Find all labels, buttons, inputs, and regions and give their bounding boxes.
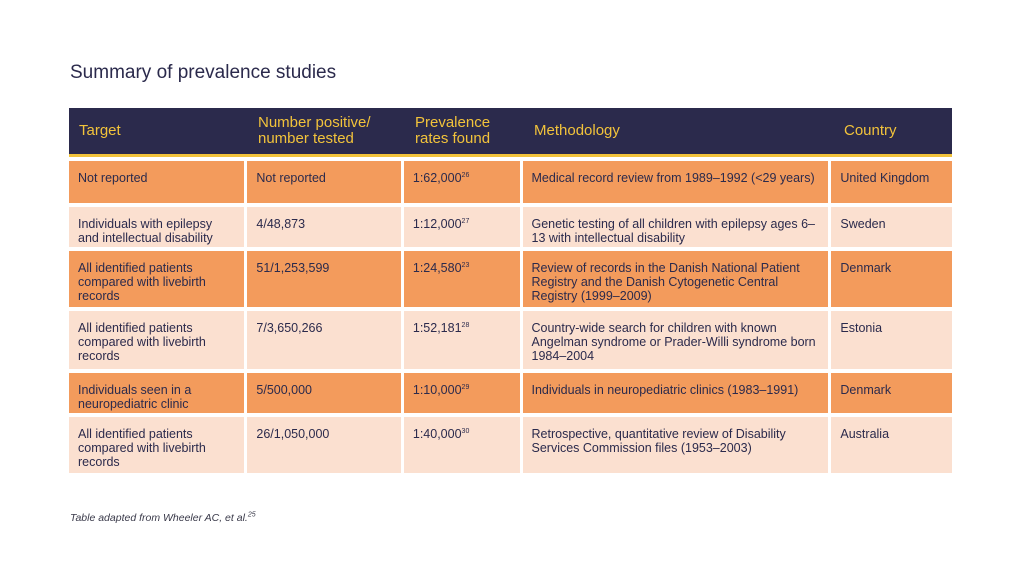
cell-number: 4/48,873: [247, 207, 400, 247]
cell-number: 26/1,050,000: [247, 417, 400, 473]
cell-target: All identified patients compared with livebirth records: [69, 311, 244, 369]
rate-value: 1:24,580: [412, 261, 462, 275]
cell-number: Not reported: [247, 161, 400, 203]
cell-country: United Kingdom: [831, 161, 952, 203]
cell-target: All identified patients compared with livebirth records: [69, 417, 244, 473]
cell-target: Not reported: [69, 161, 244, 203]
prevalence-table: [69, 108, 952, 473]
table-header: [69, 108, 952, 157]
header-number: [248, 108, 405, 154]
cell-country: Australia: [831, 417, 952, 473]
cell-rate: [404, 373, 520, 413]
cell-methodology: Genetic testing of all children with epilepsy ages 6–13 with intellectual disability: [523, 207, 829, 247]
table-row: [69, 311, 952, 369]
header-number-line2: number tested: [258, 130, 354, 147]
table-row: [69, 373, 952, 413]
rate-value: 1:40,000: [412, 427, 462, 441]
header-prevalence: [405, 108, 524, 154]
footnote-text: Table adapted from Wheeler AC, et al.: [70, 512, 248, 524]
cell-target: All identified patients compared with livebirth records: [69, 251, 244, 307]
header-number-line1: Number positive/: [258, 114, 371, 131]
footnote: [70, 512, 256, 524]
cell-rate: [404, 251, 520, 307]
header-prevalence-line2: rates found: [415, 130, 491, 147]
cell-number: 7/3,650,266: [247, 311, 400, 369]
cell-rate: [404, 417, 520, 473]
header-prevalence-line1: Prevalence: [415, 114, 491, 131]
table-row: [69, 161, 952, 203]
reference-number: 23: [461, 261, 470, 269]
rate-value: 1:10,000: [412, 383, 462, 397]
cell-target: Individuals with epilepsy and intellectual disability: [69, 207, 244, 247]
cell-country: Sweden: [831, 207, 952, 247]
cell-methodology: Medical record review from 1989–1992 (<29 years): [523, 161, 829, 203]
cell-methodology: Individuals in neuropediatric clinics (1983–1991): [523, 373, 829, 413]
cell-methodology: Review of records in the Danish National Patient Registry and the Danish Cytogenetic Central Registry (1999–2009): [523, 251, 829, 307]
cell-number: 51/1,253,599: [247, 251, 400, 307]
cell-rate: [404, 207, 520, 247]
header-country: Country: [844, 122, 897, 139]
reference-number: 29: [461, 383, 470, 391]
cell-rate: [404, 161, 520, 203]
rate-value: 1:52,181: [412, 321, 462, 335]
table-row: [69, 251, 952, 307]
footnote-reference: 25: [247, 511, 256, 519]
table-row: [69, 417, 952, 473]
cell-country: Estonia: [831, 311, 952, 369]
table-row: [69, 207, 952, 247]
cell-country: Denmark: [831, 251, 952, 307]
reference-number: 26: [461, 171, 470, 179]
header-methodology: Methodology: [534, 122, 620, 139]
cell-methodology: Retrospective, quantitative review of Disability Services Commission files (1953–2003): [523, 417, 829, 473]
header-target: Target: [79, 122, 121, 139]
rate-value: 1:12,000: [412, 217, 462, 231]
reference-number: 30: [461, 427, 470, 435]
cell-methodology: Country-wide search for children with known Angelman syndrome or Prader-Willi syndrome born 1984–2004: [523, 311, 829, 369]
cell-country: Denmark: [831, 373, 952, 413]
rate-value: 1:62,000: [412, 171, 462, 185]
page-title: Summary of prevalence studies: [70, 62, 337, 83]
reference-number: 28: [461, 321, 470, 329]
cell-target: Individuals seen in a neuropediatric clinic: [69, 373, 244, 413]
cell-number: 5/500,000: [247, 373, 400, 413]
cell-rate: [404, 311, 520, 369]
reference-number: 27: [461, 217, 470, 225]
